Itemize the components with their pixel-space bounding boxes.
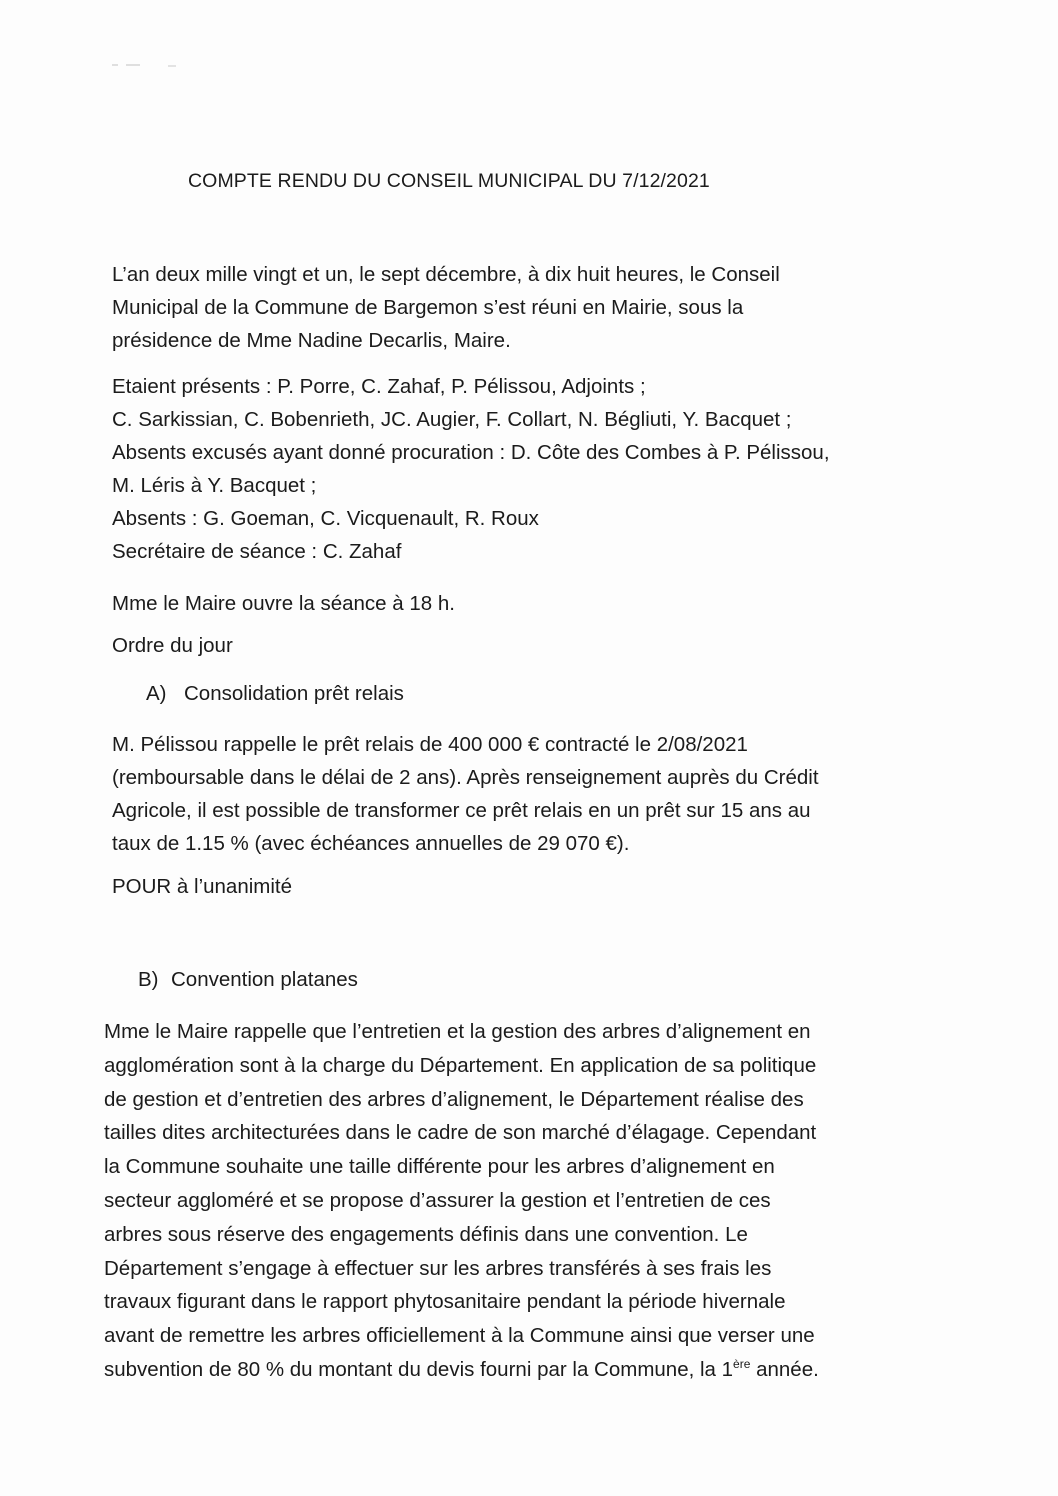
scan-artifact <box>112 62 182 68</box>
body-line: agglomération sont à la charge du Département. En application de sa politique <box>104 1053 817 1077</box>
body-line: de gestion et d’entretien des arbres d’alignement, le Département réalise des <box>104 1087 804 1111</box>
body-line: Mme le Maire rappelle que l’entretien et la gestion des arbres d’alignement en <box>104 1020 811 1043</box>
attendance-line: Absents excusés ayant donné procuration : D. Côte des Combes à P. Pélissou, <box>112 441 830 464</box>
agenda-item-title: Consolidation prêt relais <box>184 682 404 705</box>
agenda-item-b-heading <box>138 963 358 996</box>
superscript: ère <box>733 1356 751 1371</box>
agenda-item-label: A) <box>146 682 167 705</box>
intro-line: Municipal de la Commune de Bargemon s’est réuni en Mairie, sous la <box>112 296 744 319</box>
agenda-item-a-body <box>112 728 819 860</box>
agenda-item-title: Convention platanes <box>171 968 358 991</box>
document-title: COMPTE RENDU DU CONSEIL MUNICIPAL DU 7/12/2021 <box>188 170 710 192</box>
agenda-heading: Ordre du jour <box>112 634 233 657</box>
body-line: arbres sous réserve des engagements définis dans une convention. Le <box>104 1222 748 1246</box>
body-line: taux de 1.15 % (avec échéances annuelles de 29 070 €). <box>112 832 630 855</box>
body-line: secteur aggloméré et se propose d’assurer la gestion et l’entretien de ces <box>104 1188 771 1212</box>
body-line: avant de remettre les arbres officiellement à la Commune ainsi que verser une <box>104 1324 815 1348</box>
body-line: la Commune souhaite une taille différente pour les arbres d’alignement en <box>104 1155 775 1179</box>
body-line: Agricole, il est possible de transformer ce prêt relais en un prêt sur 15 ans au <box>112 799 811 822</box>
attendance-line: Etaient présents : P. Porre, C. Zahaf, P. Pélissou, Adjoints ; <box>112 375 646 398</box>
agenda-item-a-heading <box>146 677 404 710</box>
attendance-line: M. Léris à Y. Bacquet ; <box>112 474 317 497</box>
attendance-line: Absents : G. Goeman, C. Vicquenault, R. Roux <box>112 507 539 530</box>
intro-line: présidence de Mme Nadine Decarlis, Maire. <box>112 329 511 352</box>
body-text: subvention de 80 % du montant du devis fourni par la Commune, la 1 <box>104 1357 734 1381</box>
body-line: Département s’engage à effectuer sur les arbres transférés à ses frais les <box>104 1256 772 1280</box>
intro-paragraph <box>112 258 780 357</box>
agenda-item-label: B) <box>138 968 159 991</box>
opening-statement: Mme le Maire ouvre la séance à 18 h. <box>112 592 455 615</box>
attendance-line: Secrétaire de séance : C. Zahaf <box>112 540 402 563</box>
intro-line: L’an deux mille vingt et un, le sept décembre, à dix huit heures, le Conseil <box>112 263 780 286</box>
vote-result: POUR à l’unanimité <box>112 875 293 898</box>
attendance-list <box>112 370 830 568</box>
body-line: travaux figurant dans le rapport phytosanitaire pendant la période hivernale <box>104 1290 786 1314</box>
attendance-line: C. Sarkissian, C. Bobenrieth, JC. Augier, F. Collart, N. Bégliuti, Y. Bacquet ; <box>112 408 792 431</box>
body-line: tailles dites architecturées dans le cadre de son marché d’élagage. Cependant <box>104 1121 817 1145</box>
body-line: M. Pélissou rappelle le prêt relais de 400 000 € contracté le 2/08/2021 <box>112 733 748 756</box>
body-text: année. <box>750 1357 819 1381</box>
agenda-item-b-body <box>104 1015 819 1387</box>
body-line: (remboursable dans le délai de 2 ans). Après renseignement auprès du Crédit <box>112 766 819 789</box>
body-line <box>104 1353 819 1387</box>
